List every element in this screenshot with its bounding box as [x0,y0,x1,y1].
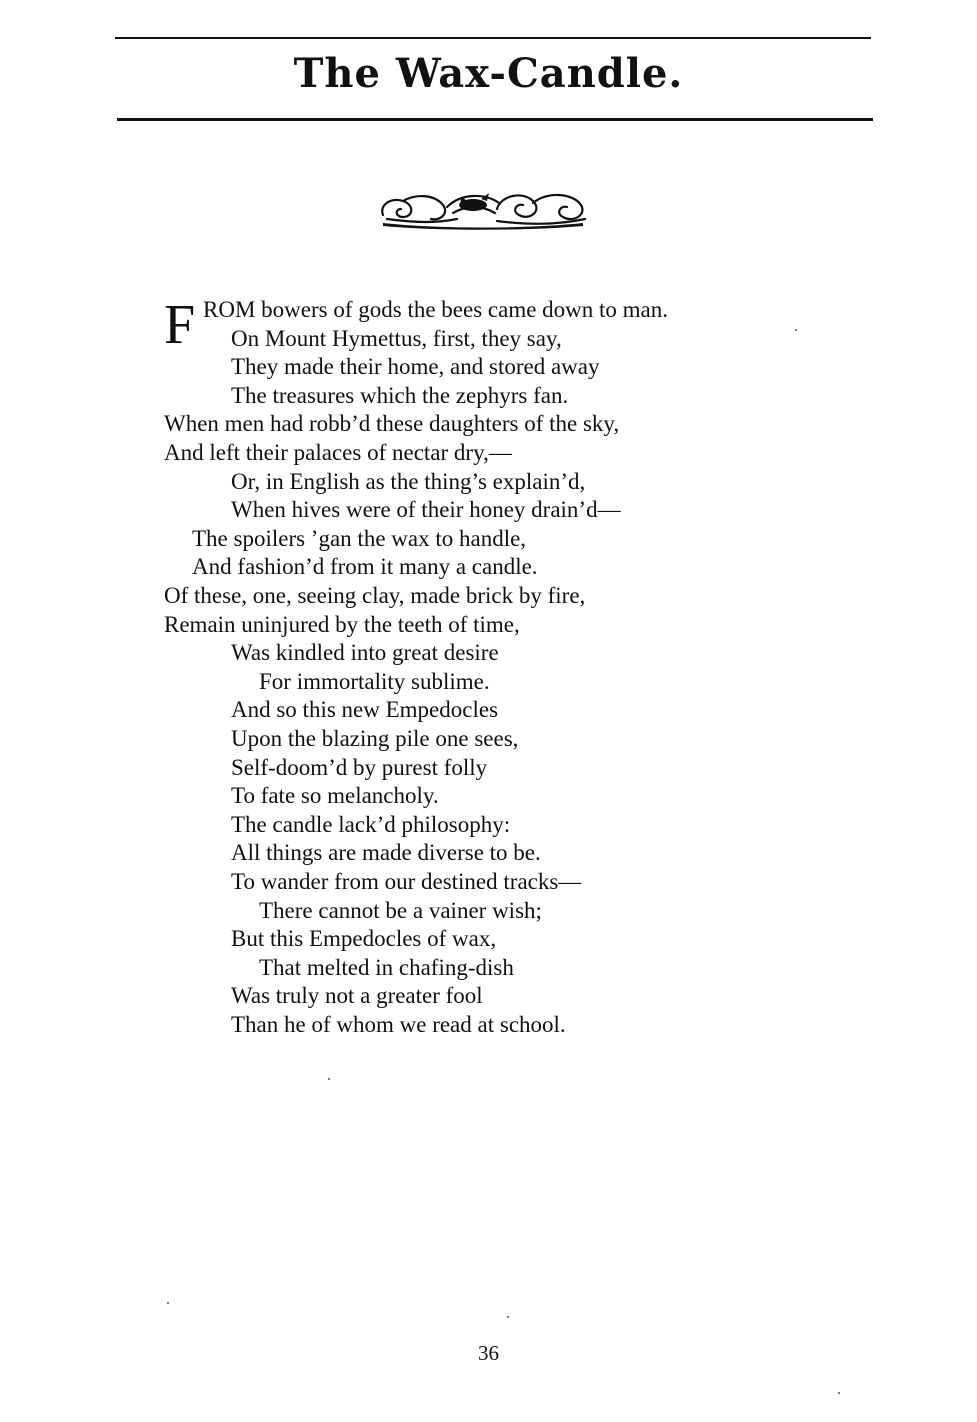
poem-line: Upon the blazing pile one sees, [231,726,519,751]
page-number: 36 [478,1341,499,1365]
poem-line: ROM bowers of gods the bees came down to man. [203,297,669,322]
poem-line: And fashion’d from it many a candle. [192,554,538,580]
poem-line: When hives were of their honey drain’d— [231,497,621,523]
page-title: The Wax-Candle. [293,50,684,97]
poem-line: Than he of whom we read at school. [231,1012,566,1037]
paper-speck [167,1302,169,1304]
poem-line: For immortality sublime. [259,668,490,694]
poem-line: Remain uninjured by the teeth of time, [164,611,520,637]
paper-speck [838,1392,840,1394]
poem-line: That melted in chafing-dish [259,954,514,980]
poem-line: The spoilers ’gan the wax to handle, [192,525,527,551]
paper-speck [328,1078,330,1080]
paper-speck [507,1316,509,1318]
poem-line: To fate so melancholy. [231,783,439,809]
poem-line: And so this new Empedocles [231,697,499,723]
poem-line: They made their home, and stored away [231,354,600,380]
poem-line: Or, in English as the thing’s explain’d, [231,468,586,494]
poem-line: On Mount Hymettus, first, they say, [231,325,562,351]
drop-cap: F [164,294,196,356]
ornament-icon [377,183,590,231]
poem-line: Self-doom’d by purest folly [231,754,488,780]
header-rule-top [115,37,871,39]
poem-line: All things are made diverse to be. [231,840,541,866]
poem-line: The treasures which the zephyrs fan. [231,382,569,408]
paper-speck [795,329,797,331]
poem-line: Was truly not a greater fool [231,983,483,1009]
poem-line: But this Empedocles of wax, [231,926,497,952]
poem-line: To wander from our destined tracks— [231,869,582,894]
poem-line: Of these, one, seeing clay, made brick by fire, [164,583,586,608]
poem-line: There cannot be a vainer wish; [259,897,542,923]
header-rule-bottom [117,118,873,121]
poem-line: Was kindled into great desire [231,640,499,666]
poem-line: The candle lack’d philosophy: [231,811,511,837]
poem-line: When men had robb’d these daughters of the sky, [164,411,620,437]
poem-line: And left their palaces of nectar dry,— [164,440,512,465]
